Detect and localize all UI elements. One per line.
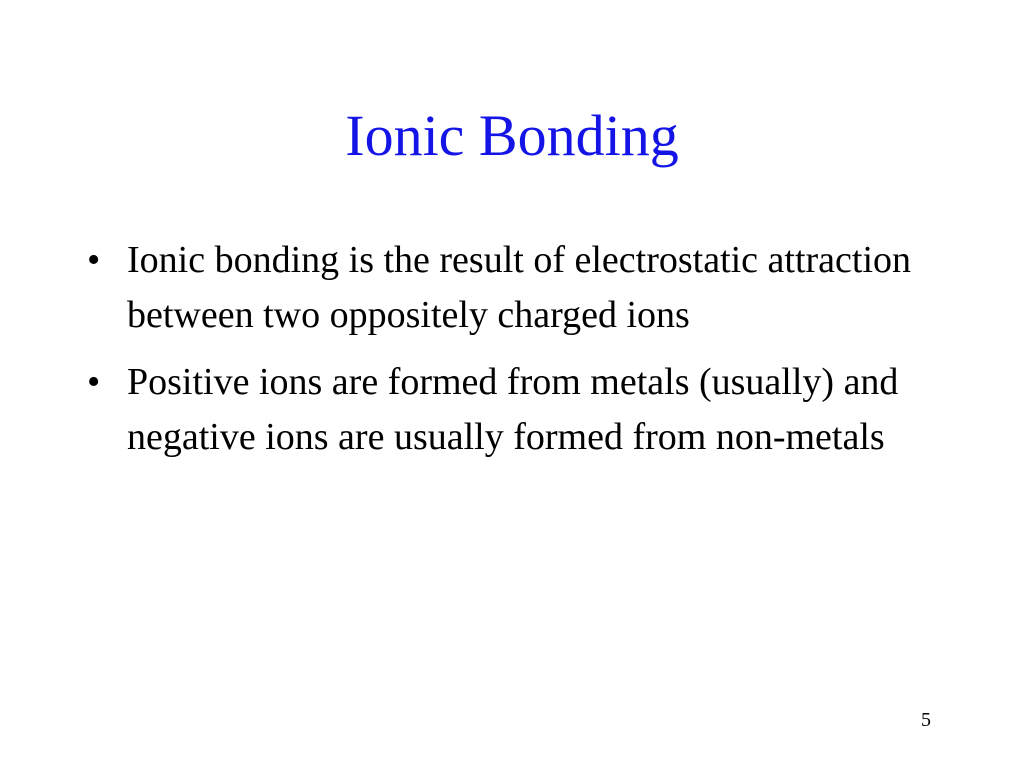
bullet-item [85, 355, 965, 465]
page-number: 5 [921, 709, 931, 731]
bullet-list [85, 233, 965, 477]
bullet-text: Ionic bonding is the result of electrostatic attraction between two oppositely charged ions [127, 239, 912, 336]
slide-title: Ionic Bonding [345, 103, 679, 168]
bullet-text: Positive ions are formed from metals (usually) and negative ions are usually formed from non-metals [127, 361, 899, 458]
bullet-icon: • [87, 361, 101, 403]
bullet-item [85, 233, 965, 343]
bullet-icon: • [87, 239, 101, 281]
